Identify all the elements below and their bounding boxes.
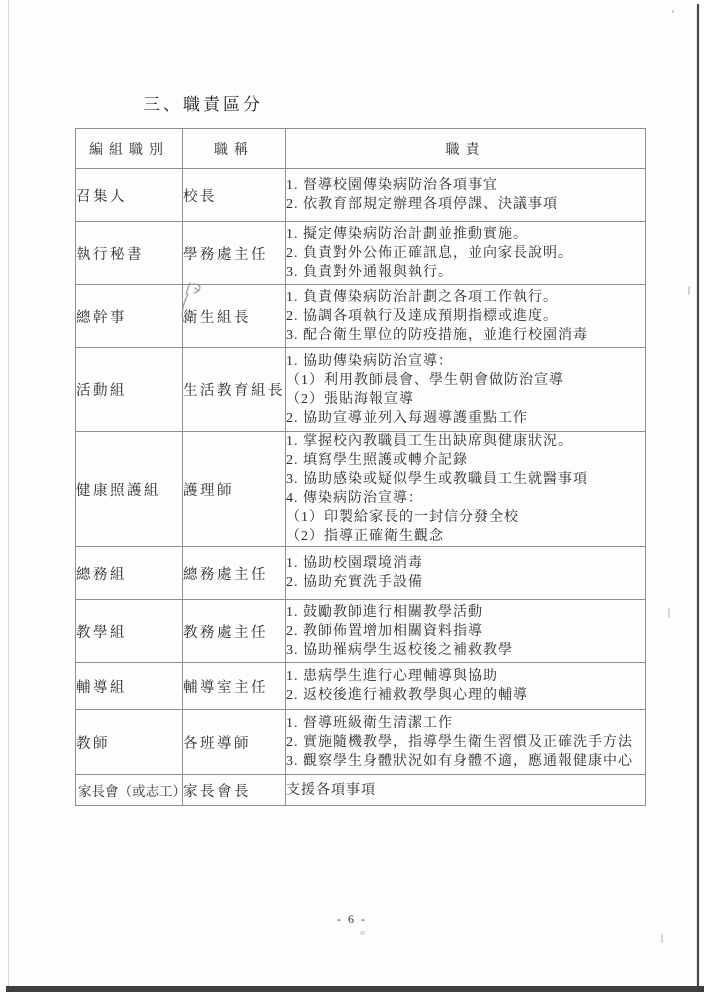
duties-cell [286, 710, 646, 775]
column-header-role: 編組職別 [76, 129, 183, 169]
title-cell: 學務處主任 [183, 222, 286, 285]
table-row [76, 775, 646, 806]
duty-line: 1. 患病學生進行心理輔導與協助 [286, 669, 498, 684]
title-cell: 家長會長 [183, 775, 286, 806]
duty-line: 2. 依教育部規定辦理各項停課、決議事項 [286, 197, 558, 212]
duty-line: 1. 擬定傳染病防治計劃並推動實施。 [286, 226, 528, 242]
page-number: - 6 - [337, 912, 367, 926]
table-row [76, 348, 646, 432]
duty-line: （1）印製給家長的一封信分發全校 [286, 510, 519, 525]
scan-edge-left-line [8, 0, 9, 986]
duty-line: 3. 配合衛生單位的防疫措施，並進行校園消毒 [286, 327, 588, 343]
table-row [76, 600, 646, 663]
duty-line: 4. 傳染病防治宣導： [286, 491, 423, 506]
section-title: 三、職責區分 [143, 95, 263, 114]
column-header-title: 職稱 [183, 129, 286, 169]
table-row [76, 547, 646, 600]
duty-line: 3. 協助感染或疑似學生或教職員工生就醫事項 [286, 472, 588, 487]
duty-line: 1. 掌握校內教職員工生出缺席與健康狀況。 [286, 434, 573, 449]
duty-line: （1）利用教師晨會、學生朝會做防治宣導 [286, 372, 564, 388]
title-cell: 教務處主任 [183, 600, 286, 663]
duty-line: 2. 返校後進行補救教學與心理的輔導 [286, 688, 528, 703]
duty-line: 3. 協助罹病學生返校後之補救教學 [286, 642, 513, 658]
duty-line: 2. 實施隨機教學，指導學生衛生習慣及正確洗手方法 [286, 734, 633, 750]
title-cell: 校長 [183, 169, 286, 222]
table-row [76, 432, 646, 547]
duty-line: 1. 協助校園環境消毒 [286, 556, 423, 571]
duties-cell [286, 222, 646, 285]
table-row [76, 663, 646, 710]
role-cell: 教學組 [76, 600, 183, 663]
duty-line: 2. 教師佈置增加相關資料指導 [286, 623, 483, 639]
duty-line: 1. 負責傳染病防治計劃之各項工作執行。 [286, 289, 558, 305]
scan-edge-bottom-band [6, 986, 704, 992]
scan-edge-right-line [697, 4, 699, 986]
table-row [76, 285, 646, 348]
role-cell: 總幹事 [76, 285, 183, 348]
duty-line: （2）指導正確衛生觀念 [286, 529, 444, 544]
table-row [76, 710, 646, 775]
duty-line: 2. 協調各項執行及達成預期指標或進度。 [286, 308, 558, 324]
scan-speck [360, 931, 365, 935]
table-row [76, 222, 646, 285]
role-cell: 召集人 [76, 169, 183, 222]
duty-line: 3. 負責對外通報與執行。 [286, 264, 453, 280]
role-cell: 家長會（或志工） [76, 775, 183, 806]
role-cell: 輔導組 [76, 663, 183, 710]
duties-cell [286, 432, 646, 547]
duties-table [75, 128, 646, 806]
duty-line: 1. 鼓勵教師進行相關教學活動 [286, 604, 483, 620]
duty-line: 1. 督導校園傳染病防治各項事宜 [286, 178, 498, 193]
title-cell: 總務處主任 [183, 547, 286, 600]
role-cell: 活動組 [76, 348, 183, 432]
duties-cell [286, 547, 646, 600]
title-cell: 衛生組長 [183, 285, 286, 348]
table-row [76, 169, 646, 222]
scan-speck [668, 608, 670, 618]
duties-cell [286, 348, 646, 432]
duties-cell [286, 600, 646, 663]
duty-line: 2. 填寫學生照護或轉介記錄 [286, 453, 468, 468]
duties-cell [286, 775, 646, 806]
column-header-duty: 職責 [286, 129, 646, 169]
title-cell: 輔導室主任 [183, 663, 286, 710]
title-cell: 生活教育組長 [183, 348, 286, 432]
duties-cell [286, 169, 646, 222]
duties-cell [286, 285, 646, 348]
duty-line: 2. 協助充實洗手設備 [286, 575, 423, 590]
duty-line: （2）張貼海報宣導 [286, 391, 414, 407]
role-cell: 健康照護組 [76, 432, 183, 547]
duties-cell [286, 663, 646, 710]
duty-line: 3. 觀察學生身體狀況如有身體不適，應通報健康中心 [286, 753, 633, 769]
scan-speck [688, 286, 690, 295]
table-header-row [76, 129, 646, 169]
role-cell: 教師 [76, 710, 183, 775]
title-cell: 護理師 [183, 432, 286, 547]
duty-line: 支援各項事項 [286, 782, 376, 798]
duty-line: 2. 負責對外公佈正確訊息，並向家長說明。 [286, 245, 573, 261]
duty-line: 1. 協助傳染病防治宣導： [286, 353, 453, 369]
duty-line: 2. 協助宣導並列入每週導護重點工作 [286, 410, 528, 426]
duty-line: 1. 督導班級衛生清潔工作 [286, 715, 453, 731]
role-cell: 總務組 [76, 547, 183, 600]
title-cell: 各班導師 [183, 710, 286, 775]
scan-speck [672, 10, 674, 13]
role-cell: 執行秘書 [76, 222, 183, 285]
scan-speck [661, 934, 663, 943]
